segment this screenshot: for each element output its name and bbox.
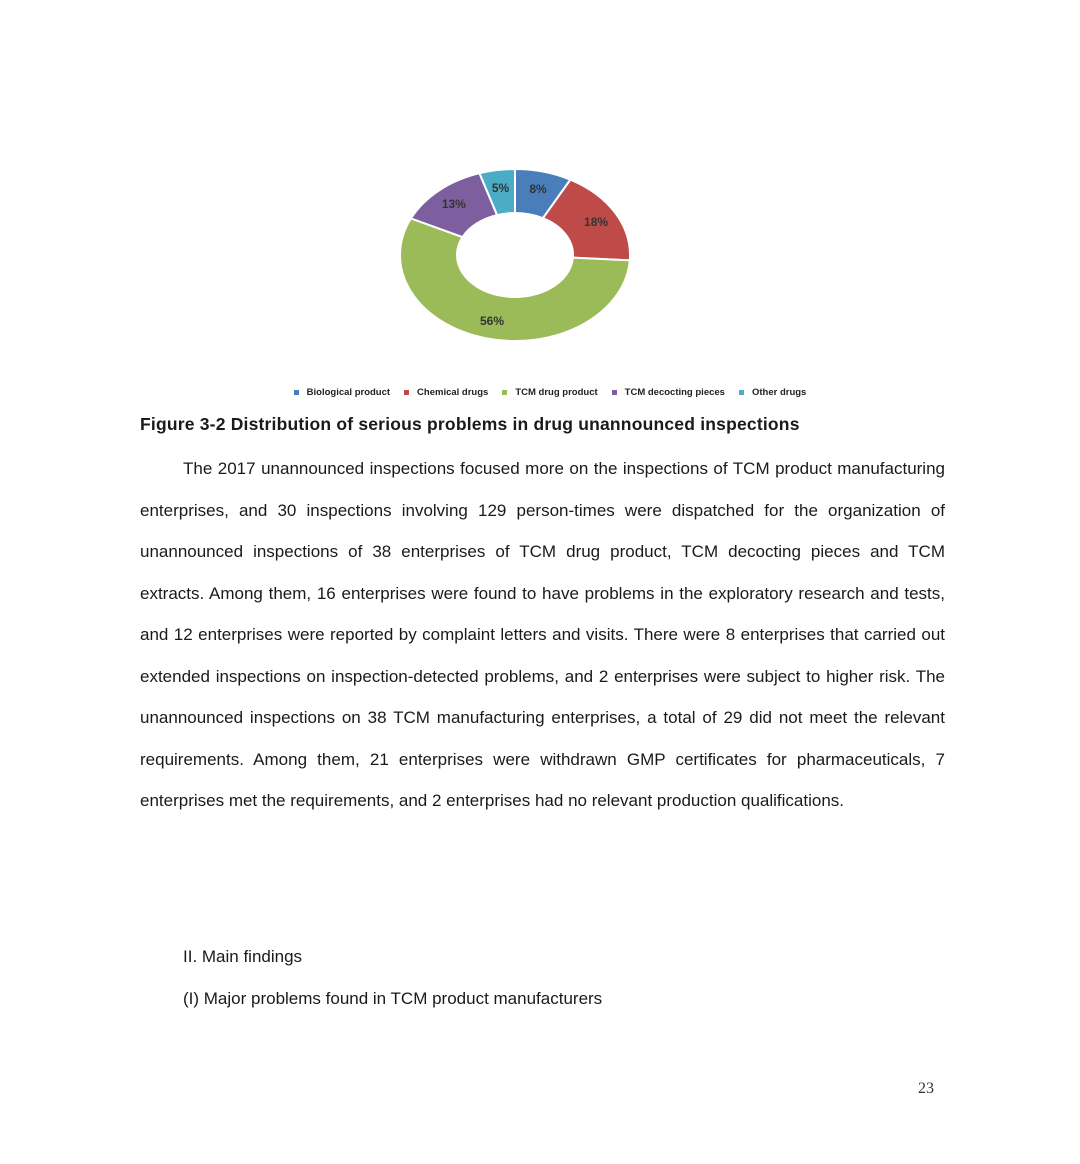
legend-item-other bbox=[739, 384, 806, 400]
chart-legend bbox=[270, 384, 830, 400]
legend-label: Other drugs bbox=[751, 386, 807, 398]
legend-item-tcm-drug bbox=[502, 384, 597, 400]
donut-data-label: 56% bbox=[479, 313, 505, 328]
legend-item-tcm-decocting bbox=[612, 384, 725, 400]
legend-label: Biological product bbox=[306, 386, 391, 398]
body-text bbox=[140, 448, 945, 822]
legend-label: TCM drug product bbox=[515, 386, 598, 398]
legend-swatch bbox=[502, 390, 507, 395]
subsection-heading: (I) Major problems found in TCM product manufacturers bbox=[183, 989, 603, 1008]
legend-label: Chemical drugs bbox=[417, 386, 489, 398]
body-paragraph: The 2017 unannounced inspections focused more on the inspections of TCM product manufacturing enterprises, and 30 inspections involving 129 person-times were dispatched for the organization of unannounced inspections of 38 enterprises of TCM drug product, TCM decocting pieces and TCM extracts. Among them, 16 enterprises were found to have problems in the exploratory research and tests, and 12 enterprises were reported by complaint letters and visits. There were 8 enterprises that carried out extended inspections on inspection-detected problems, and 2 enterprises were subject to higher risk. The unannounced inspections on 38 TCM manufacturing enterprises, a total of 29 did not meet the relevant requirements. Among them, 21 enterprises were withdrawn GMP certificates for pharmaceuticals, 7 enterprises met the requirements, and 2 enterprises had no relevant production qualifications. bbox=[140, 459, 945, 810]
legend-swatch bbox=[612, 390, 617, 395]
donut-data-label: 13% bbox=[441, 196, 466, 211]
legend-swatch bbox=[294, 390, 299, 395]
page-number: 23 bbox=[918, 1080, 934, 1097]
legend-item-biological bbox=[294, 384, 390, 400]
section-heading: II. Main findings bbox=[183, 947, 303, 966]
donut-data-label: 18% bbox=[584, 215, 609, 230]
donut-data-label: 5% bbox=[491, 180, 510, 195]
figure-caption: Figure 3-2 Distribution of serious problems in drug unannounced inspections bbox=[140, 414, 800, 434]
legend-item-chemical bbox=[404, 384, 488, 400]
legend-swatch bbox=[739, 390, 744, 395]
legend-label: TCM decocting pieces bbox=[624, 386, 725, 398]
legend-swatch bbox=[404, 390, 409, 395]
donut-chart bbox=[390, 155, 640, 355]
donut-data-label: 8% bbox=[529, 182, 547, 197]
